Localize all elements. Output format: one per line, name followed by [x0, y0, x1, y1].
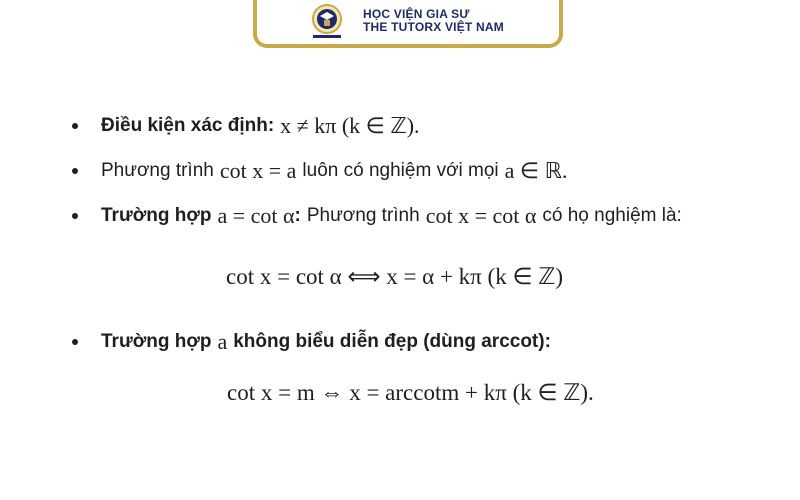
item-text: Phương trình: [306, 205, 420, 226]
item-math: a: [217, 329, 228, 354]
item-math: cot x = a: [219, 158, 297, 183]
list-item: [72, 114, 420, 138]
brand-line-1: HỌC VIỆN GIA SƯ: [363, 7, 470, 21]
list-item: [72, 159, 568, 183]
formula-arccot-family: cot x = m ⇔ x = arccotm + kπ (k ∈ ℤ).: [227, 380, 594, 405]
item-label: Trường hợp: [101, 331, 212, 352]
item-math: cot x = cot α: [425, 203, 537, 228]
bullet-dot: [72, 213, 78, 219]
item-text: có họ nghiệm là:: [542, 205, 682, 226]
item-label: :: [294, 205, 301, 226]
item-math: a ∈ ℝ.: [504, 158, 568, 183]
list-item: [72, 330, 551, 354]
item-math: a = cot α: [217, 203, 295, 228]
item-text: luôn có nghiệm với mọi: [302, 160, 499, 181]
brand-line-2: THE TUTORX VIỆT NAM: [363, 20, 504, 34]
item-label: không biểu diễn đẹp (dùng arccot):: [233, 331, 551, 352]
list-item: [72, 204, 682, 228]
item-text: Phương trình: [101, 160, 214, 181]
item-label: Trường hợp: [101, 205, 212, 226]
formula-cot-family: cot x = cot α ⟺ x = α + kπ (k ∈ ℤ): [226, 264, 564, 289]
item-label: Điều kiện xác định:: [101, 115, 275, 136]
bullet-dot: [72, 168, 78, 174]
item-math: x ≠ kπ (k ∈ ℤ).: [280, 113, 420, 138]
bullet-dot: [72, 123, 78, 129]
bullet-dot: [72, 339, 78, 345]
